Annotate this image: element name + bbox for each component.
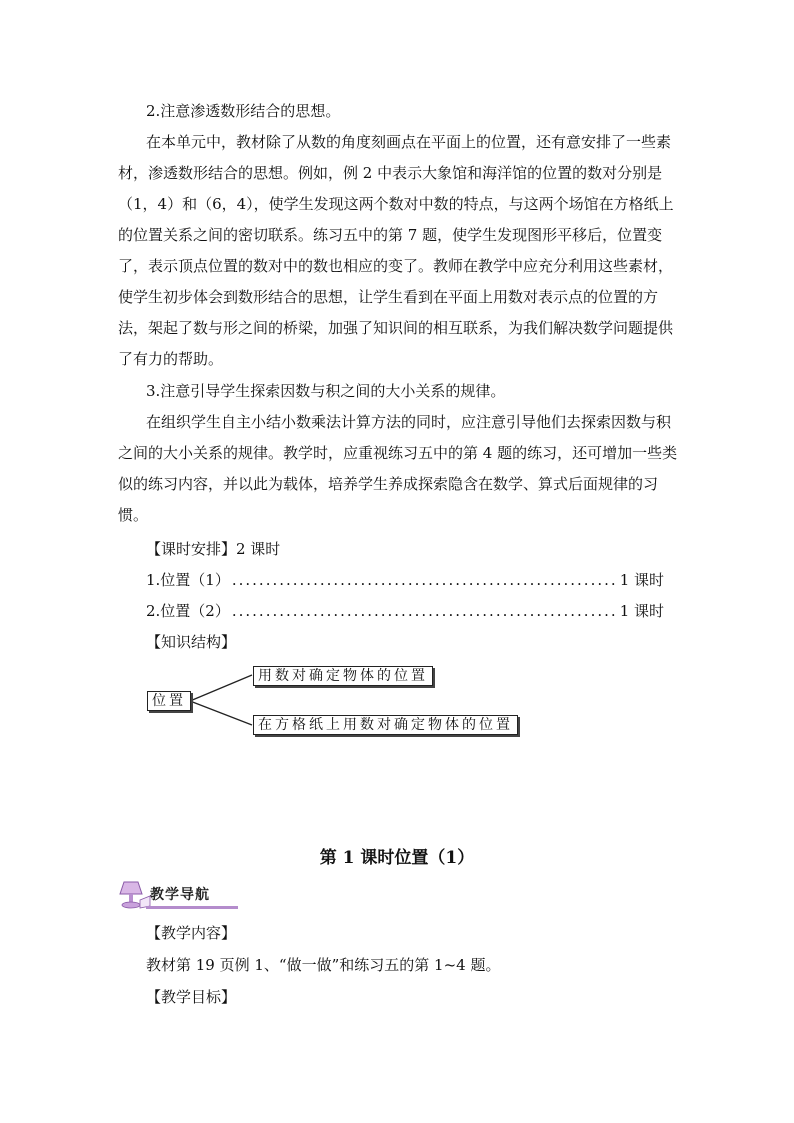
connector-line-lower [190,701,252,725]
schedule-item-label: 2.位置（2） [146,602,230,620]
section2-heading: 2.注意渗透数形结合的思想。 [146,102,341,120]
dot-leader [232,596,618,627]
structure-root-box: 位置 [147,691,191,711]
section3-heading: 3.注意引导学生探索因数与积之间的大小关系的规律。 [146,382,506,400]
schedule-item-label: 1.位置（1） [146,571,230,589]
teaching-nav-badge [116,878,240,912]
schedule-heading: 【课时安排】2 课时 [146,540,281,558]
nav-badge-underline [146,906,238,909]
section3-paragraph: 在组织学生自主小结小数乘法计算方法的同时，应注意引导他们去探索因数与积之间的大小关系的规律。教学时，应重视练习五中的第 4 题的练习，还可增加一些类似的练习内容，并以此为载体，培养学生养成探索隐含在数学、算式后面规律的习惯。 [118,413,678,524]
lesson-title: 第 1 课时位置（1） [319,848,475,868]
nav-badge-label: 教学导航 [150,887,210,903]
structure-branch-box-2: 在方格纸上用数对确定物体的位置 [253,715,518,735]
section2-paragraph: 在本单元中，教材除了从数的角度刻画点在平面上的位置，还有意安排了一些素材，渗透数形结合的思想。例如，例 2 中表示大象馆和海洋馆的位置的数对分别是（1，4）和（6，4），使学生发现这两个数对中数的特点，与这两个场馆在方格纸上的位置关系之间的密切联系。练习五中的第 7 题，使学生发现图形平移后，位置变了，表示顶点位置的数对中的数也相应的变了。教师在教学中应充分利用这些素材，使学生初步体会到数形结合的思想，让学生看到在平面上用数对表示点的位置的方法，架起了数与形之间的桥梁，加强了知识间的相互联系，为我们解决数学问题提供了有力的帮助。 [118,133,674,368]
schedule-item-value: 1 课时 [619,571,664,589]
content-text: 教材第 19 页例 1、“做一做”和练习五的第 1~4 题。 [146,956,501,974]
schedule-item-value: 1 课时 [619,602,664,620]
goals-heading: 【教学目标】 [146,988,237,1006]
structure-heading: 【知识结构】 [146,633,237,651]
structure-branch-box-1: 用数对确定物体的位置 [253,666,433,686]
content-heading: 【教学内容】 [146,924,237,942]
connector-line-upper [190,675,252,701]
dot-leader [232,565,618,596]
schedule-item-2 [146,596,664,627]
schedule-item-1 [146,565,664,596]
